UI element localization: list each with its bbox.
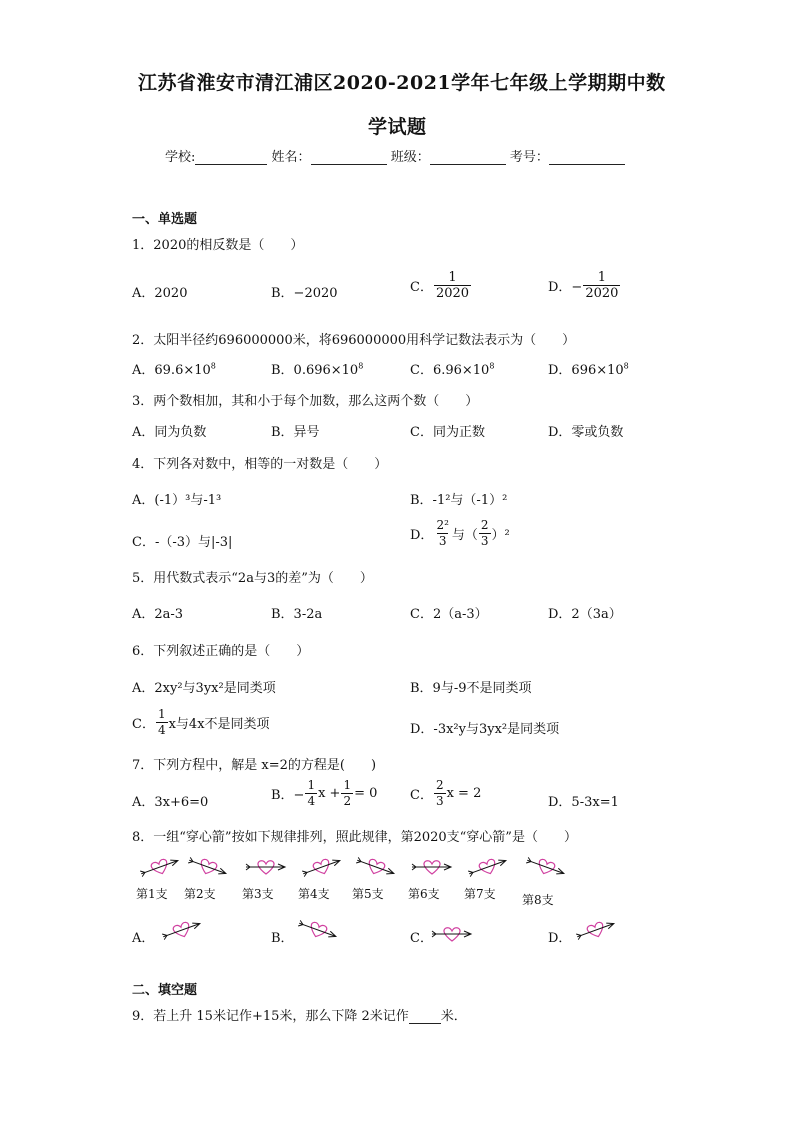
question-8: 8．一组“穿心箭”按如下规律排列，照此规律，第2020支“穿心箭”是（ ） [132,830,577,845]
q7-option-a[interactable]: A．3x+6=0 [132,795,209,810]
q7-option-d[interactable]: D．5-3x=1 [548,795,619,810]
arrow-label-1: 第1支 [136,887,168,901]
q6-option-c[interactable]: C． $\frac{1}{4}$ x与4x不是同类项 [132,707,270,737]
q2-option-b[interactable]: B．$0.696\times 10^8$ [271,361,364,378]
question-9: 9．若上升 15米记作+15米，那么下降 2米记作 米． [132,1009,467,1024]
doc-title-line1: 江苏省淮安市清江浦区2020-2021学年七年级上学期期中数 [138,72,666,94]
q9-answer-blank[interactable] [409,1011,441,1024]
q5-option-a[interactable]: A．2a-3 [132,607,184,622]
q6-option-d[interactable]: D．-3x²y与3yx²是同类项 [410,722,560,737]
q4-option-a[interactable]: A．(-1）³与-1³ [132,493,222,508]
q7-b-fraction-2: $\frac{1}{2}$ [343,778,352,808]
question-4: 4．下列各对数中，相等的一对数是（ ） [132,457,388,472]
school-label: 学校: [165,150,196,165]
q5-option-c[interactable]: C．2（a-3） [410,607,488,622]
q2-option-c[interactable]: C．$6.96\times 10^8$ [410,361,495,378]
q1-option-a[interactable]: A．2020 [132,286,188,301]
heart-arrow-icon-1 [138,855,182,879]
q1-option-c[interactable]: C． $\frac{1}{2020}$ [410,270,470,301]
section-fill-blank: 二、填空题 [132,983,198,998]
heart-arrow-icon-6 [410,855,454,879]
arrow-label-7: 第7支 [464,887,496,901]
class-label: 班级： [390,150,430,165]
q7-option-c[interactable]: C． $\frac{2}{3}$ x = 2 [410,778,482,808]
arrow-label-5: 第5支 [352,887,384,901]
q8-option-c-arrow-icon [430,922,474,946]
heart-arrow-icon-2 [186,855,230,879]
q5-option-b[interactable]: B．3-2a [271,607,323,622]
q2-option-d[interactable]: D．$696\times 10^8$ [548,361,629,378]
arrow-label-2: 第2支 [184,887,216,901]
q3-option-d[interactable]: D．零或负数 [548,425,624,440]
question-1: 1．2020的相反数是（ ） [132,238,304,253]
q8-option-c[interactable]: C． [410,931,433,946]
q2-option-a[interactable]: A．$69.6\times 10^8$ [132,361,216,378]
q8-option-b-arrow-icon [296,918,340,942]
question-3: 3．两个数相加，其和小于每个加数，那么这两个数（ ） [132,394,479,409]
q6-option-a[interactable]: A．2xy²与3yx²是同类项 [132,681,276,696]
doc-title-line2: 学试题 [368,116,427,138]
q3-option-a[interactable]: A．同为负数 [132,425,207,440]
exam-no-field[interactable] [549,150,625,165]
arrow-label-3: 第3支 [242,887,274,901]
heart-arrow-icon-5 [354,855,398,879]
q8-option-d-arrow-icon [574,918,618,942]
class-field[interactable] [430,150,506,165]
q4-option-b[interactable]: B．-1²与（-1）² [410,493,508,508]
q1-option-d[interactable]: D．− $\frac{1}{2020}$ [548,270,619,301]
q1-option-b[interactable]: B．−2020 [271,286,338,301]
q4-option-c[interactable]: C．-（-3）与|-3| [132,535,233,550]
exam-no-label: 考号： [509,150,549,165]
section-single-choice: 一、单选题 [132,212,198,227]
q8-option-b[interactable]: B． [271,931,294,946]
q3-option-c[interactable]: C．同为正数 [410,425,485,440]
q5-option-d[interactable]: D．2（3a） [548,607,622,622]
q7-b-fraction-1: $\frac{1}{4}$ [307,778,316,808]
q6-option-b[interactable]: B．9与-9不是同类项 [410,681,532,696]
q8-option-d[interactable]: D． [548,931,572,946]
name-label: 姓名： [271,150,311,165]
arrow-label-8: 第8支 [522,893,554,907]
q1-c-fraction: $\frac{1}{2020}$ [435,270,470,301]
arrow-label-4: 第4支 [298,887,330,901]
heart-arrow-icon-8 [524,855,568,879]
q1-d-fraction: $\frac{1}{2020}$ [585,270,619,301]
question-7: 7．下列方程中，解是 x=2的方程是( ) [132,758,377,773]
heart-arrow-icon-3 [244,855,288,879]
question-6: 6．下列叙述正确的是（ ） [132,644,310,659]
q4-d-fraction-1: $\frac{\text{2²}}{3}$ [436,518,449,548]
arrow-label-6: 第6支 [408,887,440,901]
name-field[interactable] [311,150,387,165]
q8-option-a[interactable]: A． [132,931,155,946]
q7-c-fraction: $\frac{2}{3}$ [435,778,444,808]
q4-option-d[interactable]: D． $\frac{\text{2²}}{3}$ 与（ $\frac{2}{3}$ ）² [410,518,510,548]
school-field[interactable] [195,150,267,165]
heart-arrow-icon-7 [466,855,510,879]
q7-option-b[interactable]: B．− $\frac{1}{4}$ x + $\frac{1}{2}$ = 0 [271,778,378,808]
question-2: 2．太阳半径约696000000米，将696000000用科学记数法表示为（ ） [132,333,576,348]
q6-c-fraction: $\frac{1}{4}$ [157,707,166,737]
student-info [165,146,625,165]
q8-option-a-arrow-icon [160,918,204,942]
q4-d-fraction-2: $\frac{2}{3}$ [480,518,489,548]
q3-option-b[interactable]: B．异号 [271,425,320,440]
heart-arrow-icon-4 [300,855,344,879]
question-5: 5．用代数式表示“2a与3的差”为（ ） [132,571,373,586]
